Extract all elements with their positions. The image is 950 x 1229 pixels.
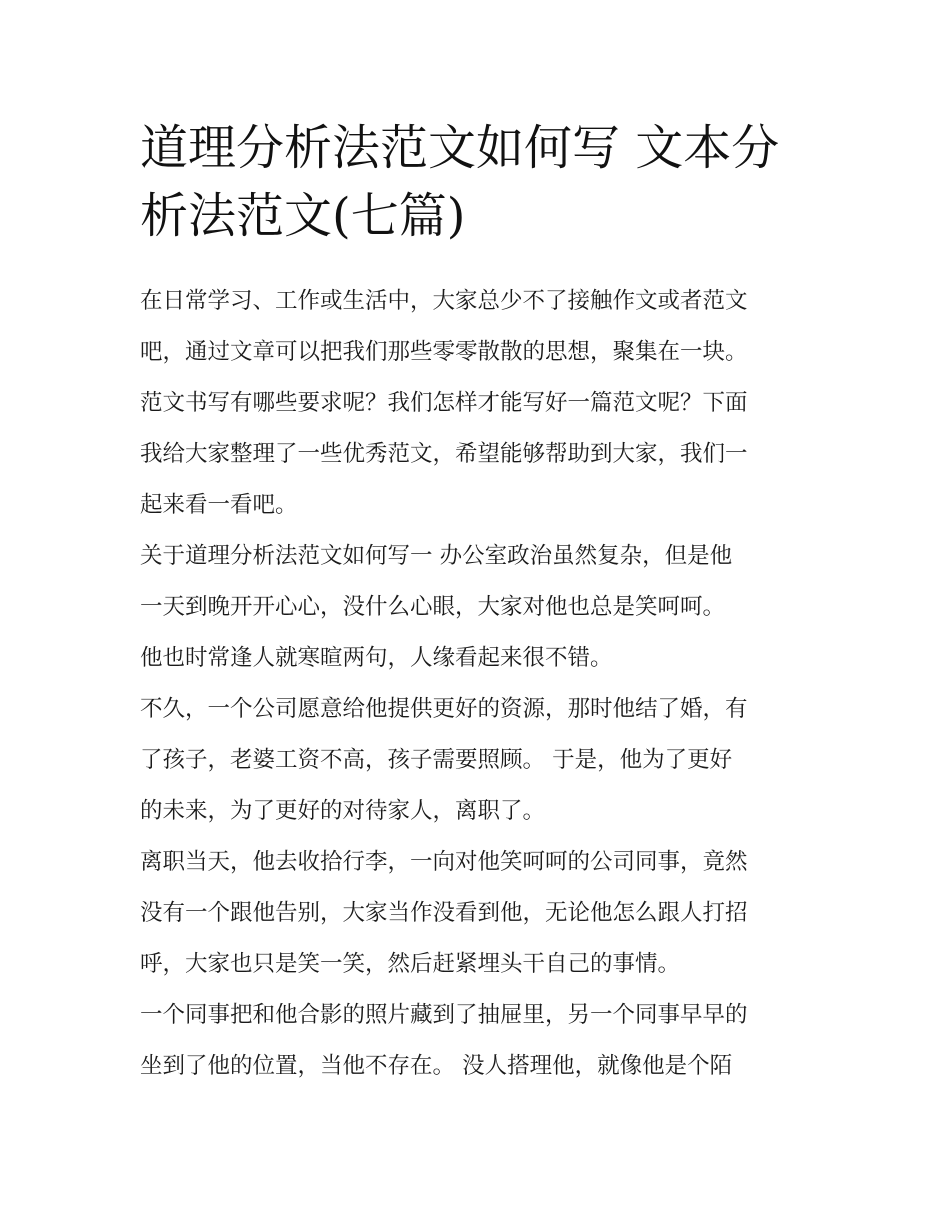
body-line: 一个同事把和他合影的照片藏到了抽屉里，另一个同事早早的	[140, 1002, 748, 1028]
body-line: 关于道理分析法范文如何写一 办公室政治虽然复杂，但是他	[140, 543, 733, 569]
body-line: 没有一个跟他告别，大家当作没看到他，无论他怎么跟人打招	[140, 900, 748, 926]
body-line: 坐到了他的位置，当他不存在。 没人搭理他，就像他是个陌	[140, 1053, 733, 1079]
body-line: 在日常学习、工作或生活中，大家总少不了接触作文或者范文	[140, 288, 748, 314]
title-line: 道理分析法范文如何写 文本分	[140, 120, 780, 176]
body-line: 我给大家整理了一些优秀范文，希望能够帮助到大家，我们一	[140, 441, 748, 467]
title-line: 析法范文(七篇)	[140, 188, 466, 244]
body-line: 范文书写有哪些要求呢？我们怎样才能写好一篇范文呢？下面	[140, 390, 748, 416]
body-line: 离职当天，他去收拾行李，一向对他笑呵呵的公司同事，竟然	[140, 849, 748, 875]
body-line: 呼，大家也只是笑一笑，然后赶紧埋头干自己的事情。	[140, 951, 681, 977]
body-line: 吧，通过文章可以把我们那些零零散散的思想，聚集在一块。	[140, 339, 748, 365]
body-line: 他也时常逢人就寒暄两句，人缘看起来很不错。	[140, 645, 613, 671]
document-body	[140, 276, 830, 1092]
body-line: 起来看一看吧。	[140, 492, 298, 518]
body-line: 不久，一个公司愿意给他提供更好的资源，那时他结了婚，有	[140, 696, 748, 722]
document-title	[140, 114, 830, 250]
body-line: 的未来，为了更好的对待家人，离职了。	[140, 798, 546, 824]
body-line: 一天到晚开开心心，没什么心眼，大家对他也总是笑呵呵。	[140, 594, 726, 620]
body-line: 了孩子，老婆工资不高，孩子需要照顾。 于是，他为了更好	[140, 747, 733, 773]
